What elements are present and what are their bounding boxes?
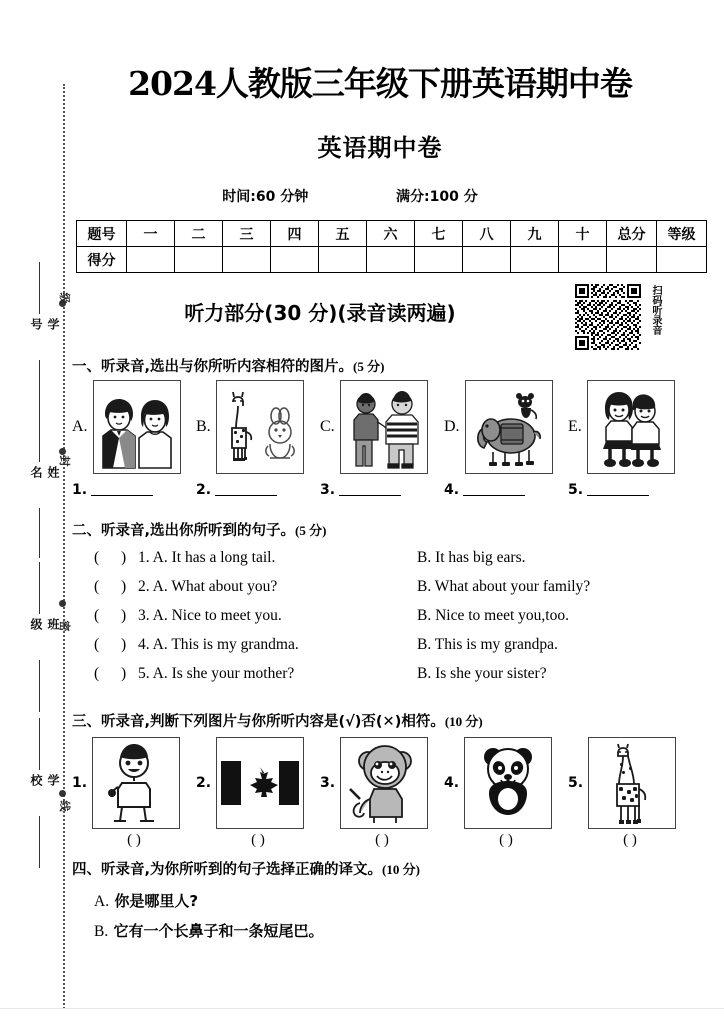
translation-text-b: 它有一个长鼻子和一条短尾巴。 — [113, 922, 324, 940]
answer-bracket-2[interactable]: ( ) — [94, 578, 136, 595]
choice-row[interactable] — [72, 578, 692, 607]
page-bottom-edge — [0, 1008, 724, 1009]
info-line-xuexiao — [39, 718, 40, 770]
score-col-7: 七 — [415, 221, 463, 247]
blank-number-3: 3. — [320, 482, 336, 498]
blank-line-3[interactable] — [339, 495, 401, 496]
choice-3-a-text: A. Nice to meet you. — [152, 607, 282, 624]
question-3-picture-row — [72, 737, 692, 829]
choice-2-number: 2. — [138, 578, 150, 595]
giraffe-and-rabbit-illustration — [220, 384, 300, 470]
answer-bracket-4[interactable]: ( ) — [94, 636, 136, 653]
info-label-banji: 班级 — [29, 618, 60, 631]
choice-1-a-text: A. It has a long tail. — [152, 549, 276, 566]
seal-margin-strip — [0, 0, 70, 1024]
judge-picture-5[interactable] — [568, 737, 692, 829]
score-cell-8[interactable] — [463, 247, 511, 273]
translation-letter-a: A. — [94, 893, 110, 910]
elephant-and-monkey-illustration — [469, 384, 549, 470]
choice-5-b[interactable]: B. Is she your sister? — [417, 665, 547, 682]
info-line-xuehao-2 — [39, 360, 40, 412]
info-line-xingming — [39, 412, 40, 462]
man-and-woman-illustration — [97, 384, 177, 470]
page-subtitle: 英语期中卷 — [317, 133, 443, 162]
giraffe-and-rabbit-icon — [216, 380, 304, 474]
answer-bracket-3[interactable]: ( ) — [94, 607, 136, 624]
qr-code-label: 扫码听录音 — [650, 285, 661, 335]
question-2-choice-list — [72, 549, 692, 694]
choice-4-b[interactable]: B. This is my grandpa. — [417, 636, 558, 653]
picture-option-b[interactable] — [196, 380, 320, 474]
question-4-points: (10 分) — [382, 862, 420, 877]
picture-option-a[interactable] — [72, 380, 196, 474]
score-col-6: 六 — [367, 221, 415, 247]
score-col-grade: 等级 — [657, 221, 707, 247]
judge-picture-3[interactable] — [320, 737, 444, 829]
choice-4-number: 4. — [138, 636, 150, 653]
seal-char-0: 级 — [58, 292, 71, 304]
question-1-picture-row — [72, 380, 692, 474]
info-label-xingming: 姓名 — [29, 466, 60, 479]
choice-3-number: 3. — [138, 607, 150, 624]
choice-2-b[interactable]: B. What about your family? — [417, 578, 591, 595]
info-line-xuexiao-2 — [39, 816, 40, 868]
judge-mark-2[interactable]: ( ) — [251, 832, 265, 848]
seal-dot — [59, 600, 66, 607]
question-1-points: (5 分) — [353, 359, 385, 374]
exam-meta-row — [70, 186, 630, 206]
question-3-points: (10 分) — [444, 714, 483, 729]
qr-code-icon[interactable] — [575, 284, 641, 350]
canada-flag-icon — [216, 737, 304, 829]
man-and-woman-icon — [93, 380, 181, 474]
score-col-10: 十 — [559, 221, 607, 247]
question-1-stem — [72, 355, 692, 376]
picture-letter-c: C. — [320, 418, 335, 435]
choice-1-number: 1. — [138, 549, 150, 566]
blank-line-2[interactable] — [215, 495, 277, 496]
seal-char-3: 线 — [58, 800, 71, 812]
choice-2-a-text: A. What about you? — [152, 578, 278, 595]
score-table — [76, 220, 707, 273]
score-cell-grade[interactable] — [657, 247, 707, 273]
seal-dotted-line — [63, 84, 65, 1009]
judge-mark-5[interactable]: ( ) — [623, 832, 637, 848]
blank-line-4[interactable] — [463, 495, 525, 496]
info-label-xuexiao: 学校 — [29, 774, 60, 787]
score-table-row-label-1: 得分 — [77, 247, 127, 273]
score-col-4: 四 — [271, 221, 319, 247]
judge-mark-3[interactable]: ( ) — [375, 832, 389, 848]
seal-char-1: 封 — [58, 455, 71, 467]
judge-number-2: 2. — [196, 775, 212, 791]
judge-number-3: 3. — [320, 775, 336, 791]
table-row-scores — [77, 247, 707, 273]
score-cell-10[interactable] — [559, 247, 607, 273]
score-cell-6[interactable] — [367, 247, 415, 273]
question-4-options — [72, 890, 692, 950]
translation-option-a[interactable] — [72, 890, 692, 920]
score-cell-total[interactable] — [607, 247, 657, 273]
info-line-banji-2 — [39, 660, 40, 712]
score-col-2: 二 — [175, 221, 223, 247]
blank-number-4: 4. — [444, 482, 460, 498]
answer-blank-2[interactable] — [196, 482, 320, 498]
judge-picture-4[interactable] — [444, 737, 568, 829]
judge-mark-4[interactable]: ( ) — [499, 832, 513, 848]
score-cell-1[interactable] — [127, 247, 175, 273]
judge-picture-1[interactable] — [72, 737, 196, 829]
monkey-illustration — [344, 741, 424, 825]
picture-letter-e: E. — [568, 418, 582, 435]
translation-option-b[interactable] — [72, 920, 692, 950]
score-col-total: 总分 — [607, 221, 657, 247]
choice-row[interactable] — [72, 636, 692, 665]
choice-3-a[interactable] — [138, 607, 282, 625]
elephant-and-monkey-icon — [465, 380, 553, 474]
choice-5-a-text: A. Is she your mother? — [152, 665, 295, 682]
picture-option-c[interactable] — [320, 380, 444, 474]
info-label-xuehao: 学号 — [29, 318, 60, 331]
giraffe-icon — [588, 737, 676, 829]
blank-number-2: 2. — [196, 482, 212, 498]
time-limit-label: 时间:60 分钟 — [222, 189, 309, 205]
choice-2-a[interactable] — [138, 578, 277, 596]
panda-illustration — [469, 741, 547, 825]
score-col-3: 三 — [223, 221, 271, 247]
score-col-1: 一 — [127, 221, 175, 247]
choice-3-b[interactable]: B. Nice to meet you,too. — [417, 607, 569, 624]
picture-letter-b: B. — [196, 418, 211, 435]
seal-char-2: 密 — [58, 620, 71, 632]
boy-walking-illustration — [96, 741, 176, 825]
choice-row[interactable] — [72, 607, 692, 636]
picture-option-d[interactable] — [444, 380, 568, 474]
boy-walking-icon — [92, 737, 180, 829]
judge-number-5: 5. — [568, 775, 584, 791]
full-score-label: 满分:100 分 — [396, 189, 478, 205]
translation-letter-b: B. — [94, 923, 109, 940]
judge-mark-1[interactable]: ( ) — [127, 832, 141, 848]
judge-picture-2[interactable] — [196, 737, 320, 829]
score-cell-9[interactable] — [511, 247, 559, 273]
score-col-9: 九 — [511, 221, 559, 247]
blank-line-1[interactable] — [91, 495, 153, 496]
choice-row[interactable] — [72, 549, 692, 578]
qr-code-block[interactable] — [575, 284, 683, 350]
score-cell-7[interactable] — [415, 247, 463, 273]
answer-blank-1[interactable] — [72, 482, 196, 498]
answer-bracket-5[interactable]: ( ) — [94, 665, 136, 682]
question-3-text: 三、听录音,判断下列图片与你所听内容是(√)否(✕)相符。 — [72, 714, 445, 730]
picture-letter-d: D. — [444, 418, 460, 435]
score-cell-3[interactable] — [223, 247, 271, 273]
choice-1-b[interactable]: B. It has big ears. — [417, 549, 526, 566]
page-title: 2024人教版三年级下册英语期中卷 — [128, 64, 632, 103]
judge-number-4: 4. — [444, 775, 460, 791]
judge-number-1: 1. — [72, 775, 88, 791]
question-1-answer-blanks — [72, 482, 692, 498]
translation-text-a: 你是哪里人? — [114, 892, 199, 910]
answer-blank-3[interactable] — [320, 482, 444, 498]
canada-flag-illustration — [221, 761, 299, 805]
two-children-icon — [587, 380, 675, 474]
two-children-illustration — [591, 384, 671, 470]
answer-blank-5[interactable] — [568, 482, 692, 498]
score-cell-2[interactable] — [175, 247, 223, 273]
blank-number-1: 1. — [72, 482, 88, 498]
choice-4-a-text: A. This is my grandma. — [152, 636, 299, 653]
picture-letter-a: A. — [72, 418, 88, 435]
answer-bracket-1[interactable]: ( ) — [94, 549, 136, 566]
info-line-xingming-2 — [39, 508, 40, 558]
panda-icon — [464, 737, 552, 829]
choice-1-a[interactable] — [138, 549, 275, 567]
two-boys-illustration — [344, 384, 424, 470]
question-3-answer-marks — [72, 832, 692, 849]
question-4-stem — [72, 858, 692, 879]
question-2-points: (5 分) — [295, 523, 327, 538]
monkey-icon — [340, 737, 428, 829]
blank-line-5[interactable] — [587, 495, 649, 496]
score-cell-4[interactable] — [271, 247, 319, 273]
score-cell-5[interactable] — [319, 247, 367, 273]
question-2-stem — [72, 519, 692, 540]
giraffe-illustration — [592, 741, 672, 825]
answer-blank-4[interactable] — [444, 482, 568, 498]
picture-option-e[interactable] — [568, 380, 692, 474]
question-4-text: 四、听录音,为你所听到的句子选择正确的译文。 — [72, 862, 383, 878]
two-boys-icon — [340, 380, 428, 474]
info-line-xuehao — [39, 262, 40, 314]
question-1-text: 一、听录音,选出与你所听内容相符的图片。 — [72, 359, 354, 375]
info-line-banji — [39, 562, 40, 614]
question-3-stem — [72, 710, 692, 731]
blank-number-5: 5. — [568, 482, 584, 498]
choice-row[interactable] — [72, 665, 692, 694]
score-table-row-label-0: 题号 — [77, 221, 127, 247]
choice-5-number: 5. — [138, 665, 150, 682]
question-2-text: 二、听录音,选出你所听到的句子。 — [72, 523, 296, 539]
listening-section-banner: 听力部分(30 分)(录音读两遍) — [184, 301, 456, 325]
score-col-5: 五 — [319, 221, 367, 247]
score-col-8: 八 — [463, 221, 511, 247]
choice-4-a[interactable] — [138, 636, 299, 654]
table-row-headers — [77, 221, 707, 247]
choice-5-a[interactable] — [138, 665, 294, 683]
